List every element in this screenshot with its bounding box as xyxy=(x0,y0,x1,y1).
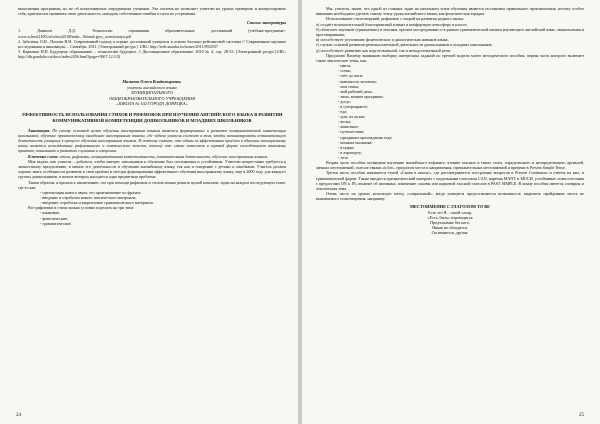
list-item: в) способствует улучшению фонетических и диалогических навыков языка; xyxy=(316,37,449,43)
body-paragraph: Очень часто на уроках использую метод «спиральный», когда учащиеся предоставляется возможность закрепить пройденные места не вызываемого стихотворения, например: xyxy=(316,191,584,202)
list-item: а) создаёт вспомогательной благоприятный климат и комфортную атмосферу в классе; xyxy=(316,21,468,27)
body-paragraph: Таким образом, я пришла к заключению, что при помощи рифмовок и стихов можно решить целый комплекс задач на каждом последующем этапе, где-то как: xyxy=(18,179,286,190)
right-page xyxy=(302,0,600,424)
list-item: - комната мальчика; xyxy=(338,139,373,145)
list-item: - путешествия; xyxy=(338,129,365,135)
poem-line: Есть это Я – такой сахар, xyxy=(428,209,472,215)
list-item: - языковые; xyxy=(40,210,61,216)
list-item: - презентация нового звука, его произношение по фразам; xyxy=(40,189,142,195)
list-item: б) облегчает изучение (грамматики) и лексики, причем опосредованно и в рамках грамматической памяти изучающего английский язык, ознакомления и проговаривания; xyxy=(316,26,584,38)
list-item: - внешность человека; xyxy=(338,78,377,84)
author-line: МУНИЦИПАЛЬНОГО xyxy=(131,90,173,96)
annotation-paragraph xyxy=(18,128,286,154)
list-item: - праздники прохождения года; xyxy=(338,134,393,140)
keywords-label: Ключевые слова: xyxy=(28,153,59,159)
list-item: г) служит основой развития речемыслительной деятельности дошкольников и младших школьников; xyxy=(316,42,493,48)
keywords-text: стихи, рифмовки, коммуникативная компетентность, познавательная деятельность, обучение иностранным языкам. xyxy=(58,153,269,159)
list-item: - лето. xyxy=(338,154,350,160)
left-page xyxy=(0,0,298,424)
literature-heading: Список литературы xyxy=(246,20,286,26)
body-paragraph: Мы, учителя, знаем, что одной из главных задач на начальном этапе обучения является постановка правильного произношения, потому особое внимание необходимо уделять такому этапу урока английского языка, как фонетическая зарядка. xyxy=(316,6,584,17)
list-item: д) способствует развитию как подготовленной, так и неподготовленной речи. xyxy=(316,47,451,53)
list-item: - в цирке; xyxy=(338,144,355,150)
annotation-text: По своему основной целью обучения иностранным языкам является формирование и развитие коммуникативной компетенции школьников, обучение практическому овладению иностранным языком, где задача учителя состоит в том, чтобы активизировать познавательную деятельность учащихся в процессе обучения иностранным языкам. И поэтому считаю, что одним из эффективных приёмов в обучении иностранному языку является использование рифмованного и поэтического текста, потому что стихи помогают в игровой форме способствуют языковому приятию, пониманию и развитию слушания и говорения. xyxy=(18,127,286,154)
method-list xyxy=(18,190,286,205)
poem-line: «Есть, быть» переводится xyxy=(427,214,473,220)
annotation-label: Аннотация. xyxy=(28,127,51,133)
type-list xyxy=(18,210,286,225)
list-item: - введение и отработка нового лексического материала; xyxy=(40,195,137,201)
list-item: - цвета; xyxy=(338,63,352,69)
list-item: - весна; xyxy=(338,119,352,125)
poem-heading: МЕСТОИМЕНИЕ С ГЛАГОЛОМ ТО BE xyxy=(409,203,491,209)
poem-line: Он меняется, друзья: xyxy=(431,230,469,236)
benefit-list xyxy=(316,22,584,53)
literature-item: 2. Заботина О.Н., Попова В.Н. Современный подход к оценке достижений учащихся в основе балльно-рейтинговой системы // Современные научные исследования и инновации. – Сентябрь, 2011. [Электронный ресурс]. URL: http://web.snauka.ru/issues/2011/09/2557 xyxy=(18,38,286,49)
page-number: 25 xyxy=(579,413,584,418)
list-item: - фонетические; xyxy=(40,215,69,221)
intro-paragraph: выполнения программы, но не об испытываемых затруднениях учеников. Эта система не позволяет учителю на уроках проверить и контролировать себя, критически оценивать свою деятельность, находить собственные ошибки и пути их устранения. xyxy=(18,6,286,17)
body-paragraph: Вторая часть пособия посвящена изучению английского алфавита, чтению гласных в типах слога, определенного и неопределенного артиклей, личных местоимений, глагола-связки «to be», предлогов места и направления, притяжательных местоимений и времени в Present Simple Tense. xyxy=(316,160,584,171)
list-item: - моя семья; xyxy=(338,83,360,89)
body-paragraph: Использование стихотворений, рифмовок с опорой на развития родного языка: xyxy=(326,16,464,22)
list-item: - в аэропорту; xyxy=(338,149,363,155)
topic-list xyxy=(316,63,584,160)
list-item: - в супермаркете; xyxy=(338,103,369,109)
literature-list xyxy=(18,28,286,59)
article-title: ЭФФЕКТИВНОСТЬ ИСПОЛЬЗОВАНИЯ СТИХОВ И РИФМОВОК ПРИ ИЗУЧЕНИИ АНГЛИЙСКОГО ЯЗЫКА В РАЗВИТИИ КОММУНИКАТИВНОЙ КОМПЕТЕНЦИИ ДОШКОЛЬНИКОВ И МЛАДШИХ ШКОЛЬНИКОВ xyxy=(21,111,283,123)
body-paragraph: Моя задача, как учителя – добиться, чтобы интерес школьников к обучению был постоянным и устойчивым. Учителю непрестанно требуется к личностному преодолению, в начале его деятельности и обучению английскому языку, так как и говорение с детьми и ошибками. Учитель должен хорошо знать особенности развития и свои приёмы и методы формирования эффективного обучения иностранному языку, еще в 2000 году для каждого группы дошкольников, в начале которых находится одна предметная проблема. xyxy=(18,158,286,180)
poem-line: Никак не обходится. xyxy=(432,224,468,230)
author-name: Мамаева Олеся Владимировна, xyxy=(122,78,182,84)
poem-line: Предложение без него, xyxy=(430,219,470,225)
list-item: - мой рабочий день; xyxy=(338,88,373,94)
author-line: ОБЩЕОБРАЗОВАТЕЛЬНОГО УЧРЕЖДЕНИЯ xyxy=(108,95,195,101)
literature-item: 3. Карпенко Н.П. Будущему образованию – технологию будущего. // Дистанционное образование. 2010 № 4. стр. 28-33. [Электронный ресурс].URL: http://db.gondolin.ru/docs/index2456.html?page=5007.12.3.5) xyxy=(18,48,286,59)
page-number: 24 xyxy=(16,413,21,418)
body-paragraph: Все рифмовки и стихи можно условно поделить на три типа: xyxy=(28,205,135,211)
body-paragraph: Третья часть пособия начинается темой «Снова в школу», где рассматривается построение вопросов в Present Continuous и ответы на них, в грамматической форме. Также вводятся грамматический материал с модальными глаголами CAN, наречия MANY и MUCH, устойчивые словосочетания с предлогами ON и IN, понятие об активных, изменение основы или корневой гласной глаголов в PAST SIMPLE. В конце пособия имеется словарик и лексическая тема. xyxy=(316,170,584,192)
list-item: - грамматические. xyxy=(40,220,72,226)
body-paragraph: Предлагаю Вашему вниманию выборку интересных заданий по третьей модели моего методического пособия, первая часть которого включает такие лексические темы, как: xyxy=(316,52,584,64)
author-block xyxy=(18,79,286,107)
list-item: - счёт до пяти; xyxy=(338,73,364,79)
author-line: «ШКОЛА № 102 ГОРОДА ДОНЕЦКА» xyxy=(116,101,188,107)
list-item: - зима, зимние праздники; xyxy=(338,93,384,99)
author-line: учитель английского языка xyxy=(127,84,177,90)
list-item: - осень; xyxy=(338,68,352,74)
list-item: - досуг; xyxy=(338,98,352,104)
keywords-paragraph xyxy=(18,154,286,159)
poem xyxy=(316,210,584,235)
list-item: - еда; xyxy=(338,109,348,115)
list-item: - дом, их кухне; xyxy=(338,114,366,120)
list-item: - введение, отработка и закрепление грамматического материала. xyxy=(40,200,154,206)
list-item: - животные; xyxy=(338,124,359,130)
literature-item: 1. Данилов Д.Д. Технологии оценивания образовательных достижений (учебная-программа:-www.school2100.ru/school2100/nobr...Atbnob.grys_ocenivaniya.pdf xyxy=(18,28,286,39)
